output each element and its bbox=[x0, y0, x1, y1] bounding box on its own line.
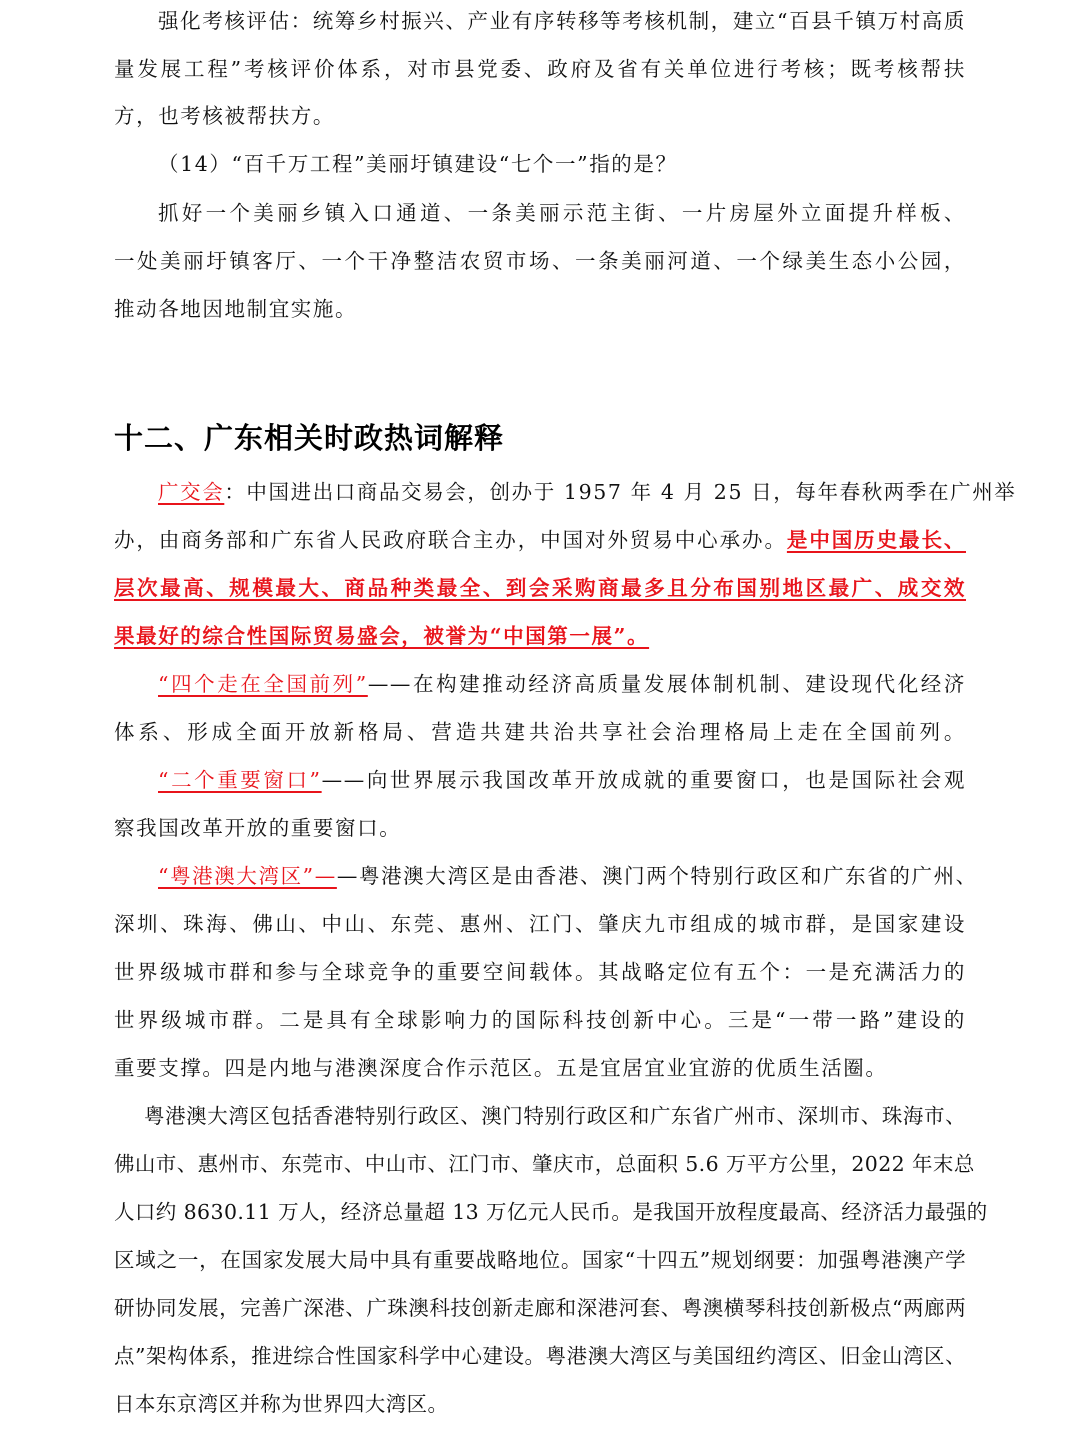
canton-fair-line-4 bbox=[114, 621, 649, 651]
canton-fair-highlight-1: 是中国历史最长、 bbox=[786, 528, 966, 552]
gba-detail-line-5: 研协同发展，完善广深港、广珠澳科技创新走廊和深港河套、粤澳横琴科技创新极点“两廊两 bbox=[114, 1296, 966, 1320]
canton-fair-line-2 bbox=[114, 525, 966, 555]
gba-detail-line-1: 粤港澳大湾区包括香港特别行政区、澳门特别行政区和广东省广州市、深圳市、珠海市、 bbox=[144, 1104, 966, 1128]
four-front-text: ——在构建推动经济高质量发展体制机制、建设现代化经济 bbox=[367, 672, 966, 696]
gba-term: “粤港澳大湾区”— bbox=[158, 864, 337, 888]
two-windows-line-2: 察我国改革开放的重要窗口。 bbox=[114, 816, 402, 840]
gba-detail-line-7: 日本东京湾区并称为世界四大湾区。 bbox=[114, 1392, 449, 1416]
four-front-term: “四个走在全国前列” bbox=[158, 672, 368, 696]
answer-14-line-1: 抓好一个美丽乡镇入口通道、一条美丽示范主街、一片房屋外立面提升样板、 bbox=[158, 201, 966, 225]
gba-line-4: 世界级城市群。二是具有全球影响力的国际科技创新中心。三是“一带一路”建设的 bbox=[114, 1008, 966, 1032]
answer-14-line-3: 推动各地因地制宜实施。 bbox=[114, 297, 358, 321]
canton-fair-organizers: 办，由商务部和广东省人民政府联合主办，中国对外贸易中心承办。 bbox=[114, 528, 787, 552]
canton-fair-line-1 bbox=[114, 477, 1017, 507]
two-windows-term: “二个重要窗口” bbox=[158, 768, 322, 792]
answer-14-line-2: 一处美丽圩镇客厅、一个干净整洁农贸市场、一条美丽河道、一个绿美生态小公园， bbox=[114, 249, 966, 273]
gba-intro: —粤港澳大湾区是由香港、澳门两个特别行政区和广东省的广州、 bbox=[336, 864, 978, 888]
canton-fair-term: 广交会 bbox=[158, 480, 225, 504]
section-heading: 十二、广东相关时政热词解释 bbox=[114, 421, 505, 455]
four-front-line-2: 体系、形成全面开放新格局、营造共建共治共享社会治理格局上走在全国前列。 bbox=[114, 720, 966, 744]
gba-detail-line-3: 人口约 8630.11 万人，经济总量超 13 万亿元人民币。是我国开放程度最高、经济活力最强的 bbox=[114, 1200, 988, 1224]
canton-fair-intro: ：中国进出口商品交易会，创办于 1957 年 4 月 25 日，每年春秋两季在广州举 bbox=[224, 480, 1017, 504]
canton-fair-line-3 bbox=[114, 573, 966, 603]
gba-line-2: 深圳、珠海、佛山、中山、东莞、惠州、江门、肇庆九市组成的城市群，是国家建设 bbox=[114, 912, 966, 936]
assess-line-3: 方，也考核被帮扶方。 bbox=[114, 104, 335, 128]
gba-detail-line-4: 区域之一，在国家发展大局中具有重要战略地位。国家“十四五”规划纲要：加强粤港澳产学 bbox=[114, 1248, 966, 1272]
assess-line-2: 量发展工程”考核评价体系，对市县党委、政府及省有关单位进行考核；既考核帮扶 bbox=[114, 57, 966, 81]
gba-line-5: 重要支撑。四是内地与港澳深度合作示范区。五是宜居宜业宜游的优质生活圈。 bbox=[114, 1056, 888, 1080]
assess-line-1: 强化考核评估：统筹乡村振兴、产业有序转移等考核机制，建立“百县千镇万村高质 bbox=[158, 9, 966, 33]
question-14: （14）“百千万工程”美丽圩镇建设“七个一”指的是？ bbox=[158, 152, 678, 176]
four-front-line-1 bbox=[114, 669, 966, 699]
gba-line-3: 世界级城市群和参与全球竞争的重要空间载体。其战略定位有五个：一是充满活力的 bbox=[114, 960, 966, 984]
canton-fair-highlight-2: 层次最高、规模最大、商品种类最全、到会采购商最多且分布国别地区最广、成交效 bbox=[114, 576, 966, 600]
gba-detail-line-6: 点”架构体系，推进综合性国家科学中心建设。粤港澳大湾区与美国纽约湾区、旧金山湾区、 bbox=[114, 1344, 966, 1368]
two-windows-line-1 bbox=[114, 765, 966, 795]
gba-detail-line-2: 佛山市、惠州市、东莞市、中山市、江门市、肇庆市，总面积 5.6 万平方公里，2022 年末总 bbox=[114, 1152, 975, 1176]
canton-fair-highlight-3: 果最好的综合性国际贸易盛会，被誉为“中国第一展”。 bbox=[114, 624, 650, 648]
gba-line-1 bbox=[114, 861, 978, 891]
two-windows-text: ——向世界展示我国改革开放成就的重要窗口，也是国际社会观 bbox=[321, 768, 966, 792]
